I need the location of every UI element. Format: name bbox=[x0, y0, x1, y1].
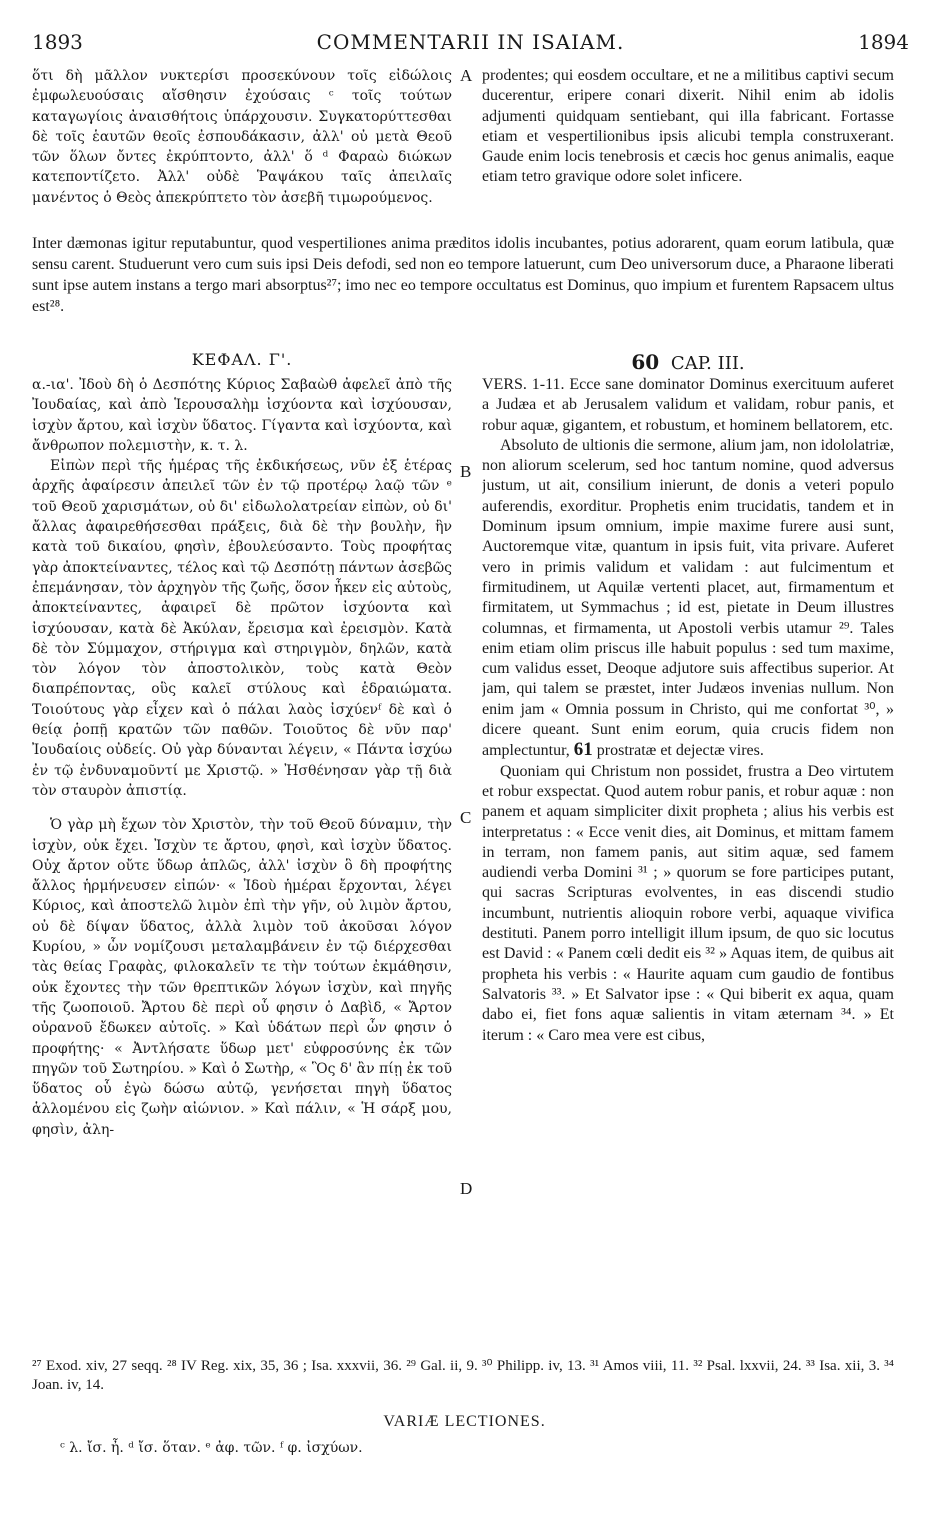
column-marker-d: D bbox=[460, 1179, 473, 1198]
latin-column-number-61: 61 bbox=[573, 739, 593, 761]
latin-commentary-1-text: Absoluto de ultionis die sermone, alium jam, non idololatriæ, non aliorum scelerum, sed hoc tantum nomine, quod adversus justum, ut ait, consilium inierunt, de donis a veteri populo auferendis, exorditur. Prophetis enim trucidatis, tandem et in Dominum ipsum omnium, impie maxime furere ausi sunt, Auctoremque vitæ, quantum in ipsis fuit, vita privare. Auferet vero in primis validum et validam : aut fulcimentum et firmitudinem, ut Aquilæ vertenti placet, aut, firmamentum et firmitatem, ut Symmachus ; id est, pietate in Deum illustres columnas, et firmamenta, ut Apostoli verbis utamur ²⁹. Tales enim etiam olim priscus ille habuit populus : sed tum maxime, cum validus esset, Deoque adjutore suis affectibus superior. At jam, qui talem se præstet, inter Judæos invenias nullum. Non enim jam « Omnia possum in Christo, qui me confortat ³⁰, » dicere queant. Sunt enim eorum, quia crucis fidem non amplectuntur, bbox=[482, 436, 894, 760]
greek-column bbox=[32, 375, 452, 1345]
column-marker-a: A bbox=[460, 66, 473, 85]
full-width-paragraph bbox=[32, 233, 894, 317]
greek-commentary-2: Ὁ γὰρ μὴ ἔχων τὸν Χριστὸν, τὴν τοῦ Θεοῦ δύναμιν, τὴν ἰσχὺν, οὐκ ἔχει. Ἰσχὺν τε ἄρτου, φησὶ, καὶ ἰσχὺν ὕδατος. Οὐχ ἄρτον οὔτε ὕδωρ ἁπλῶς, ἀλλ' ἰσχὺν ὃ δὴ προφήτης ἄλλος ἡρμήνευσεν εἰπών· « Ἰδοὺ ἡμέραι ἔρχονται, λέγει Κύριος, καὶ ἀποστελῶ λιμὸν ἐπὶ τὴν γῆν, οὐ λιμὸν ἄρτου, οὐ δὲ δίψαν ὕδατος, ἀλλὰ λιμὸν τοῦ ἀκοῦσαι λόγον Κυρίου, » ὧν νομίζουσι μεταλαμβάνειν ἐν τῷ διέρχεσθαι τὰς θείας Γραφὰς, φιλοκαλεῖν τε τὴν τούτων ἐκμάθησιν, οὐκ ἔχοντες τὴν τῶν θρεπτικῶν λόγων ἰσχὺν, καὶ πηγῆς τῆς ζωοποιοῦ. Ἄρτου δὲ περὶ οὗ φησιν ὁ Δαβὶδ, « Ἄρτον οὐρανοῦ ἔδωκεν αὐτοῖς. » Καὶ ὑδάτων περὶ ὧν φησιν ὁ προφήτης· « Ἀντλήσατε ὕδωρ μετ' εὐφροσύνης ἐκ τῶν πηγῶν τοῦ Σωτηρίου. » Καὶ ὁ Σωτὴρ, « Ὃς δ' ἂν πίῃ ἐκ τοῦ ὕδατος οὗ ἐγὼ δώσω αὐτῷ, γενήσεται πηγὴ ὕδατος ἁλλομένου εἰς ζωὴν αἰώνιον. » Καὶ πάλιν, « Ἡ σάρξ μου, φησὶν, ἀλη- bbox=[32, 817, 452, 1138]
latin-commentary-1 bbox=[482, 436, 894, 762]
greek-commentary-1: Εἰπὼν περὶ τῆς ἡμέρας τῆς ἐκδικήσεως, νῦν ἐξ ἑτέρας ἀρχῆς ἀφαίρεσιν ἀπειλεῖ τῶν ἐν τῷ προτέρῳ λαῷ τῶν ᵉ τοῦ Θεοῦ χαρισμάτων, οὐ δι' εἰδωλολατρείαν εἰπὼν, οὐ δι' ἄλλας ἀφαιρεθήσεσθαι πράξεις, διὰ δὲ τὴν βουλὴν, ἣν κατὰ τοῦ δικαίου, φησὶν, ἐβουλεύσαντο. Τοὺς προφήτας γὰρ ἀποκτείναντες, τέλος καὶ τῷ Δεσπότῃ πάντων ἀσεβῶς ἐπεμάνησαν, τὸν ἀρχηγὸν τῆς ζωῆς, ὅσον ἧκεν εἰς αὐτοὺς, ἀποκτείναντες, ἀφαιρεῖ δὲ πρῶτον ἰσχύοντα καὶ ἰσχύουσαν, κατὰ δὲ Ἀκύλαν, ἔρεισμα καὶ ἐρεισμὸν. Κατὰ δὲ τὸν Σύμμαχον, στήριγμα καὶ στηριγμὸν, δηλῶν, κατὰ τὸν λόγον τὸν ἀποστολικὸν, τοὺς κατὰ Θεὸν διαπρέποντας, οὓς καλεῖ στύλους καὶ ἑδραιώματα. Τοιούτους γὰρ εἶχεν καὶ ὁ πάλαι λαὸς ἰσχύενᶠ δὲ καὶ ὁ θείᾳ ῥοπῇ κρατῶν τῶν παθῶν. Τοιοῦτος δὲ νῦν παρ' Ἰουδαίοις οὐδείς. Οὐ γὰρ δύνανται λέγειν, « Πάντα ἰσχύω ἐν τῷ ἐνδυναμοῦντί με Χριστῷ. » Ἠσθένησαν γὰρ τῇ διὰ τὸν σταυρὸν ἀπιστίᾳ. bbox=[32, 458, 452, 799]
running-title: COMMENTARII IN ISAIAM. bbox=[316, 30, 625, 54]
column-marker-c: C bbox=[460, 808, 472, 827]
latin-commentary-2: Quoniam qui Christum non possidet, frustra a Deo virtutem et robur exspectat. Quod autem robur panis, et robur aquæ : non panem et aquam simpliciter dixit propheta ; alius his verbis est interpretatus : « Ecce venit dies, ait Dominus, et mittam famem in terram, non famem panis, aut sitim aquæ, sed famem audiendi verba Domini ³¹ ; » quorum se fore participes putant, qui sacras Scripturas evolventes, in eas discendi studio incumbunt, nutrientis alioquin robore verbi, aquaque vivifica destituti. Panem porro intelligit illum ipsum, de quo sic locutus est David : « Panem cœli dedit eis ³² » Aquas item, de quibus ait propheta his verbis : « Haurite aquam cum gaudio de fontibus Salvatoris ³³. » Et Salvator ipse : « Qui biberit ex aqua, quam dabo ei, fiet fons aquæ salientis in vitam æternam ³⁴. » Et iterum : « Caro mea vere est cibus, bbox=[482, 762, 894, 1044]
greek-continuation bbox=[32, 66, 452, 208]
latin-chapter-label: CAP. III. bbox=[670, 353, 745, 374]
page-header bbox=[32, 30, 909, 58]
page-number-left: 1893 bbox=[32, 30, 83, 54]
latin-continuation bbox=[482, 66, 894, 188]
latin-column-number: 60 bbox=[631, 350, 660, 374]
greek-continuation-text: ὅτι δὴ μᾶλλον νυκτερίσι προσεκύνουν τοῖς εἰδώλοις ἐμφωλευούσαις αἴσθησιν ἐχούσαις ᶜ τοῖς τούτων καταγωγίοις ἀναισθήτοις ὑπάρχουσιν. Συγκατορύττεσθαι δὲ τοῖς ἑαυτῶν θεοῖς ἐσπουδάκασιν, ἀλλ' οὐ μετὰ Θεοῦ τῶν ὅλων ὄντες ἐκρύπτοντο, ἀλλ' ὅ ᵈ Φαραὼ διώκων κατεποντίζετο. Ἀλλ' οὐδὲ Ῥαψάκου ταῖς ἀπειλαῖς μανέντος ὁ Θεὸς ἀπεκρύπτετο τὸν ἀσεβῆ τιμωρούμενος. bbox=[32, 68, 452, 206]
variae-lectiones-title: VARIÆ LECTIONES. bbox=[383, 1413, 546, 1430]
greek-verse-lemma: α.-ια'. Ἰδοὺ δὴ ὁ Δεσπότης Κύριος Σαβαὼθ ἀφελεῖ ἀπὸ τῆς Ἰουδαίας, καὶ ἀπὸ Ἱερουσαλὴμ ἰσχύοντα καὶ ἰσχύουσαν, ἰσχὺν ἄρτου, καὶ ἰσχὺν ὕδατος. Γίγαντα καὶ ἰσχύοντα, καὶ ἄνθρωπον πολεμιστὴν, κ. τ. λ. bbox=[32, 377, 452, 454]
column-marker-b: B bbox=[460, 462, 472, 481]
latin-chapter-heading bbox=[482, 350, 894, 374]
latin-continuation-text: prodentes; qui eosdem occultare, et ne a militibus captivi secum ducerentur, eripere conari dixerit. Nihil enim ab idolis adjumenti quidquam sentiebant, qui illa fabricant. Fortasse etiam et vespertilionibus ipsis alicubi templa construxerant. Gaude enim locis tenebrosis et cæcis hoc genus animalis, eaque etiam tetro gravique odore solet inficere. bbox=[482, 67, 894, 186]
latin-verse-lemma: VERS. 1-11. Ecce sane dominator Dominus exercituum auferet a Judæa et ab Jerusalem validum et validam, robur panis, et robur aquæ, gigantem, et robustum, et hominem bellatorem, etc. bbox=[482, 376, 894, 434]
variae-lectiones: ᶜ λ. ἴσ. ἦ. ᵈ ἴσ. ὅταν. ᵉ ἀφ. τῶν. ᶠ φ. ἰσχύων. bbox=[60, 1440, 363, 1456]
latin-commentary-1-end: prostratæ et dejectæ vires. bbox=[596, 742, 764, 760]
greek-chapter-heading: ΚΕΦΑΛ. Γ'. bbox=[191, 350, 293, 369]
page-number-right: 1894 bbox=[858, 30, 909, 54]
full-width-text: Inter dæmonas igitur reputabuntur, quod vespertiliones anima præditos idolis incubantes, potius adorarent, quam eorum latibula, quæ sensu carent. Studuerunt vero cum suis ipsi Deis defodi, sed non eo tempore latuerunt, cum Deo universorum duce, a Pharaone liberati sunt ipse autem instans a tergo mari absorptus²⁷; imo nec eo tempore occultatus est Dominus, quo impium et furentem Rapsacem ultus est²⁸. bbox=[32, 235, 894, 315]
latin-column bbox=[482, 375, 894, 1345]
footnotes: ²⁷ Exod. xiv, 27 seqq. ²⁸ IV Reg. xix, 35, 36 ; Isa. xxxvii, 36. ²⁹ Gal. ii, 9. ³⁰ Philipp. iv, 13. ³¹ Amos viii, 11. ³² Psal. lxxvii, 24. ³³ Isa. xii, 3. ³⁴ Joan. iv, 14. bbox=[32, 1358, 894, 1393]
